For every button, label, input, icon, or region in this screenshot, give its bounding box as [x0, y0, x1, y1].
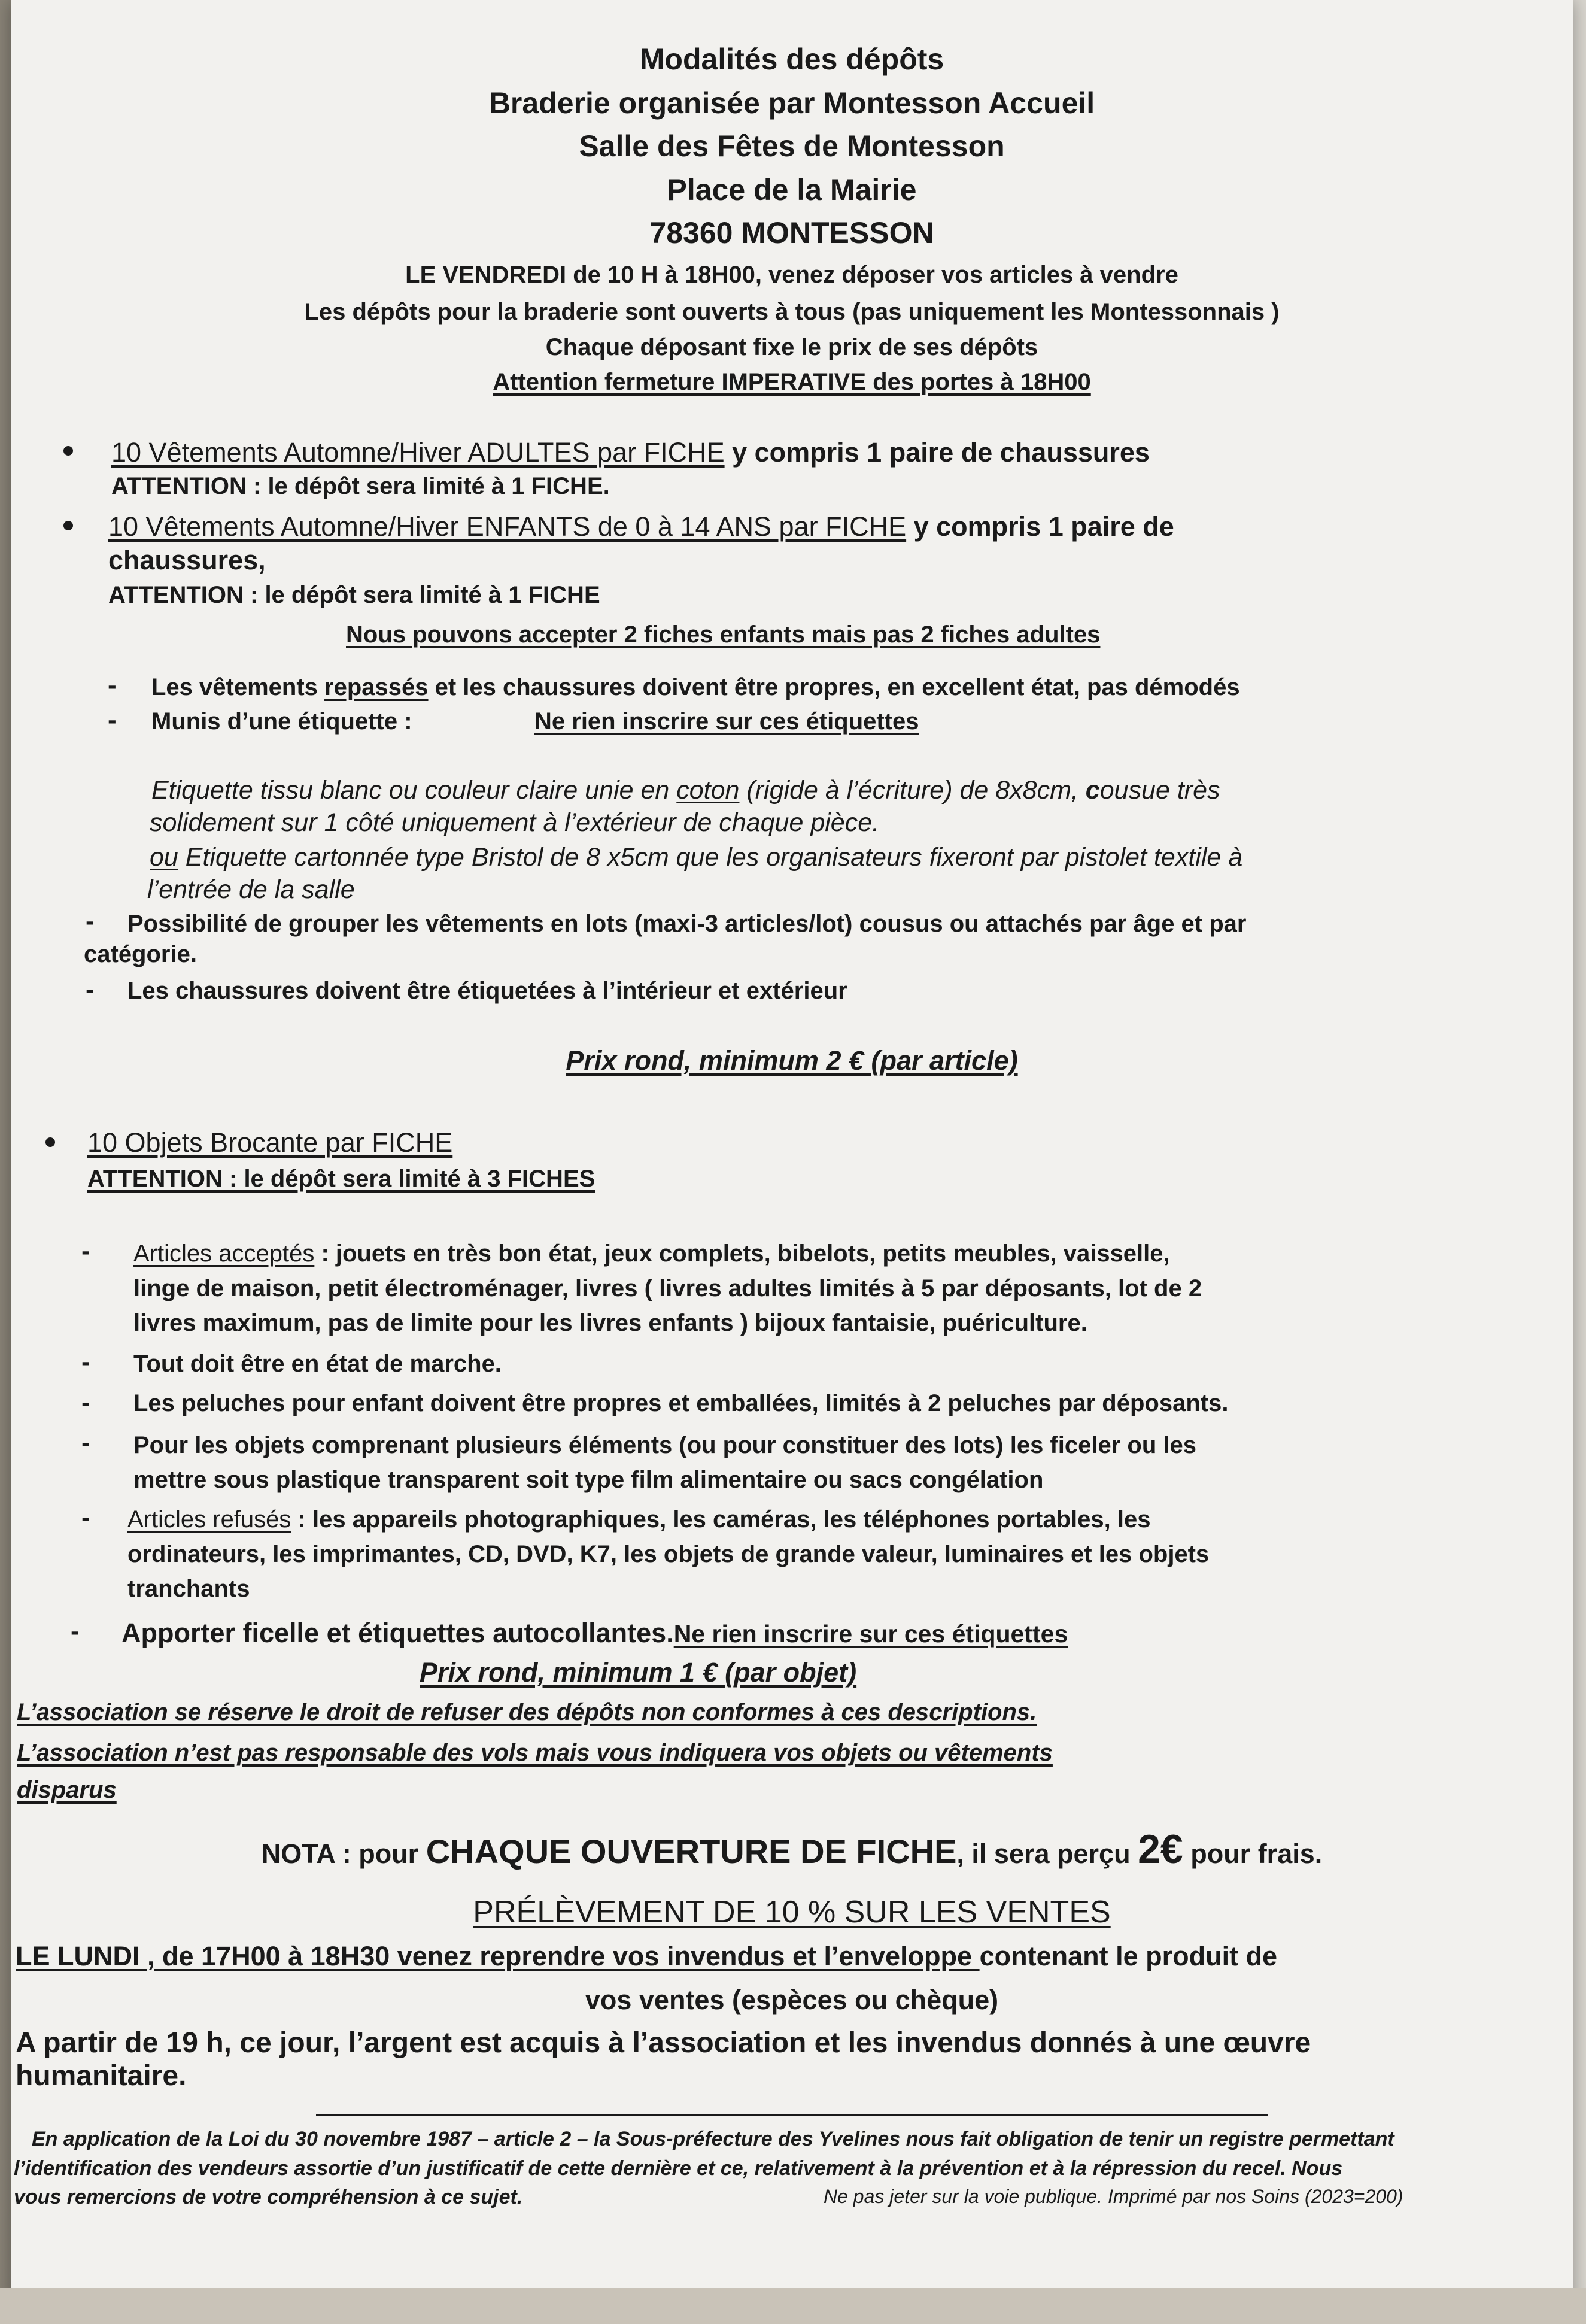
dash-icon: -	[81, 1388, 90, 1417]
no-writing-note: Ne rien inscrire sur ces étiquettes	[534, 708, 919, 735]
pickup-b: contenant le produit de	[979, 1941, 1278, 1971]
label1-d: c	[1085, 776, 1100, 805]
separator-line	[316, 2114, 1268, 2116]
bullet-icon	[63, 521, 73, 530]
label-option-card-2: l’entrée de la salle	[147, 875, 355, 904]
dash-icon: -	[86, 906, 95, 936]
accepted-text: : jouets en très bon état, jeux complets, bibelots, petits meubles, vaisselle,	[314, 1240, 1170, 1267]
after-line: A partir de 19 h, ce jour, l’argent est acquis à l’association et les invendus donnés à une œuvre	[16, 2027, 1311, 2059]
kids-clothes-rest: y compris 1 paire de	[906, 511, 1174, 542]
pickup-line	[16, 1941, 1277, 1972]
brocante-limit: ATTENTION : le dépôt sera limité à 3 FICHES	[87, 1166, 595, 1192]
rule1-a: Les vêtements	[151, 674, 325, 700]
refused-items-2: ordinateurs, les imprimantes, CD, DVD, K7, les objets de grande valeur, luminaires et les objets	[127, 1541, 1210, 1567]
commission-line: PRÉLÈVEMENT DE 10 % SUR LES VENTES	[473, 1895, 1111, 1929]
kids-clothes-title: 10 Vêtements Automne/Hiver ENFANTS de 0 à 14 ANS par FICHE	[108, 511, 907, 542]
adults-clothes-item	[111, 437, 1150, 468]
refused-items	[127, 1506, 1150, 1533]
label-option-card	[150, 843, 1242, 872]
multi-rule: Pour les objets comprenant plusieurs éléments (ou pour constituer des lots) les ficeler ou les	[133, 1432, 1196, 1458]
refused-text: : les appareils photographiques, les caméras, les téléphones portables, les	[291, 1506, 1151, 1533]
nota-c: , il sera perçu	[956, 1838, 1138, 1869]
nota-line	[11, 1826, 1573, 1873]
law-text: En application de la Loi du 30 novembre 1987 – article 2 – la Sous-préfecture des Yvelines nous fait obligation de tenir un registre permettant	[32, 2128, 1394, 2150]
kids-clothes-item	[108, 511, 1174, 542]
clothes-rule-label: Munis d’une étiquette :	[151, 708, 412, 735]
law-text-3: vous remercions de votre compréhension à ce sujet.	[14, 2186, 523, 2208]
page-title: Modalités des dépôts	[639, 43, 944, 76]
clothes-rule-clean	[151, 674, 1240, 701]
place-line: Place de la Mairie	[667, 173, 917, 207]
dash-icon: -	[81, 1428, 90, 1457]
adults-clothes-title: 10 Vêtements Automne/Hiver ADULTES par FICHE	[111, 437, 725, 468]
working-rule: Tout doit être en état de marche.	[133, 1351, 502, 1377]
rule1-c: et les chaussures doivent être propres, en excellent état, pas démodés	[428, 674, 1240, 700]
bring-rule	[121, 1618, 1068, 1649]
label1-e: ousue très	[1099, 776, 1220, 805]
flyer-page	[11, 0, 1573, 2324]
background-surface	[0, 2288, 1586, 2324]
bring-b: Ne rien inscrire sur ces étiquettes	[673, 1620, 1068, 1648]
nota-b: CHAQUE OUVERTURE DE FICHE	[426, 1832, 957, 1870]
dash-icon: -	[71, 1616, 80, 1646]
clothes-rule-lots: Possibilité de grouper les vêtements en lots (maxi-3 articles/lot) cousus ou attachés par âge et par	[127, 911, 1247, 937]
dash-icon: -	[81, 1236, 90, 1266]
deposit-day: LE VENDREDI	[405, 262, 567, 288]
theft-note: L’association n’est pas responsable des vols mais vous indiquera vos objets ou vêtements	[17, 1740, 1053, 1766]
label-option-fabric-2: solidement sur 1 côté uniquement à l’extérieur de chaque pièce.	[150, 808, 880, 837]
multi-rule-2: mettre sous plastique transparent soit type film alimentaire ou sacs congélation	[133, 1467, 1044, 1493]
refused-items-3: tranchants	[127, 1576, 250, 1602]
adults-limit: ATTENTION : le dépôt sera limité à 1 FICHE.	[111, 473, 610, 499]
venue-line: Salle des Fêtes de Montesson	[579, 129, 1005, 163]
dash-icon: -	[86, 975, 95, 1004]
theft-note-2: disparus	[17, 1777, 117, 1803]
kids-limit: ATTENTION : le dépôt sera limité à 1 FICHE	[108, 582, 600, 608]
label2-b: Etiquette cartonnée type Bristol de 8 x5cm que les organisateurs fixeront par pistolet textile à	[178, 843, 1243, 872]
after-line-2: humanitaire.	[16, 2060, 187, 2092]
accepted-items	[133, 1240, 1170, 1267]
pickup-a: LE LUNDI , de 17H00 à 18H30 venez reprendre vos invendus et l’enveloppe	[16, 1941, 980, 1971]
refused-label: Articles refusés	[127, 1506, 291, 1533]
clothes-rule-lots-2: catégorie.	[84, 941, 197, 967]
brocante-title: 10 Objets Brocante par FICHE	[87, 1127, 453, 1158]
rule1-b: repassés	[324, 674, 429, 700]
brocante-price: Prix rond, minimum 1 € (par objet)	[420, 1657, 857, 1688]
print-note: Ne pas jeter sur la voie publique. Imprimé par nos Soins (2023=200)	[824, 2186, 1403, 2207]
accepted-items-3: livres maximum, pas de limite pour les livres enfants ) bijoux fantaisie, puériculture.	[133, 1310, 1087, 1336]
price-rule-line: Chaque déposant fixe le prix de ses dépôts	[545, 334, 1038, 360]
plush-rule: Les peluches pour enfant doivent être propres et emballées, limités à 2 peluches par déposants.	[133, 1390, 1229, 1416]
nota-e: pour frais.	[1183, 1838, 1323, 1869]
label-option-fabric	[151, 776, 1220, 805]
law-text-2: l’identification des vendeurs assortie d’un justificatif de cette dernière et ce, relativement à la prévention et à la répression du recel. Nous	[14, 2157, 1343, 2180]
accepted-label: Articles acceptés	[133, 1240, 315, 1267]
nota-d: 2€	[1138, 1827, 1183, 1872]
city-line: 78360 MONTESSON	[649, 216, 934, 250]
dash-icon: -	[108, 670, 117, 700]
dash-icon: -	[108, 705, 117, 735]
accept-note: Nous pouvons accepter 2 fiches enfants mais pas 2 fiches adultes	[346, 621, 1101, 648]
nota-a: NOTA : pour	[261, 1838, 426, 1869]
label1-b: coton	[676, 776, 740, 805]
kids-clothes-rest-2: chaussures,	[108, 545, 266, 575]
bring-a: Apporter ficelle et étiquettes autocollantes.	[121, 1618, 674, 1648]
accepted-items-2: linge de maison, petit électroménager, livres ( livres adultes limités à 5 par déposants, lot de 2	[133, 1275, 1202, 1301]
pickup-line-2: vos ventes (espèces ou chèque)	[585, 1985, 999, 2015]
label1-c: (rigide à l’écriture) de 8x8cm,	[739, 776, 1086, 805]
organizer-line: Braderie organisée par Montesson Accueil	[488, 86, 1095, 120]
paper-stack-edge	[1573, 0, 1586, 2324]
bullet-icon	[63, 446, 73, 456]
deposit-schedule	[11, 262, 1573, 289]
label1-a: Etiquette tissu blanc ou couleur claire unie en	[151, 776, 677, 805]
deposit-hours: de 10 H à 18H00, venez déposer vos articles à vendre	[566, 262, 1178, 288]
dash-icon: -	[81, 1503, 90, 1532]
adults-clothes-rest: y compris 1 paire de chaussures	[724, 437, 1150, 468]
open-to-all-line: Les dépôts pour la braderie sont ouverts à tous (pas uniquement les Montessonnais )	[304, 299, 1280, 325]
clothes-price: Prix rond, minimum 2 € (par article)	[566, 1045, 1018, 1076]
refuse-note: L’association se réserve le droit de refuser des dépôts non conformes à ces descriptions.	[17, 1699, 1037, 1725]
closing-warning: Attention fermeture IMPERATIVE des portes à 18H00	[493, 369, 1091, 395]
clothes-rule-shoes: Les chaussures doivent être étiquetées à l’intérieur et extérieur	[127, 978, 847, 1004]
bullet-icon	[45, 1137, 55, 1147]
label2-a: ou	[150, 843, 178, 872]
dash-icon: -	[81, 1347, 90, 1376]
